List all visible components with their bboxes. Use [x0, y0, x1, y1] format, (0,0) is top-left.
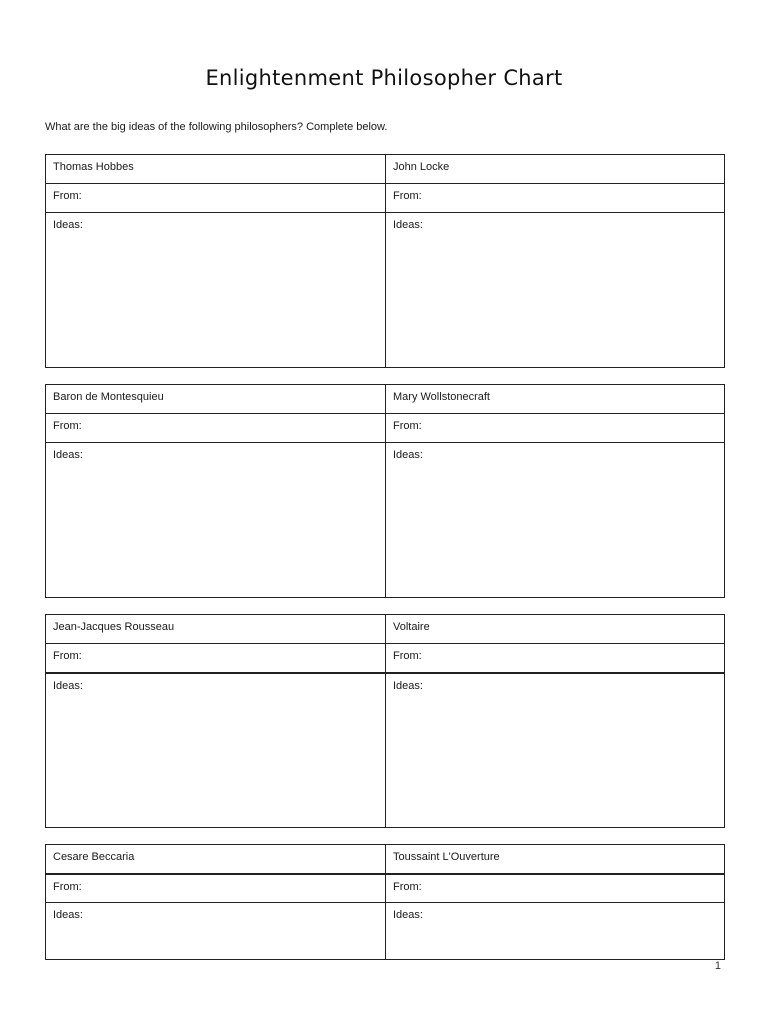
philosopher-table-1 — [45, 154, 725, 368]
ideas-field[interactable]: Ideas: — [386, 443, 725, 598]
instructions-text: What are the big ideas of the following philosophers? Complete below. — [45, 121, 388, 133]
philosopher-name-cell: Voltaire — [386, 615, 725, 644]
ideas-field[interactable]: Ideas: — [46, 903, 386, 960]
from-field[interactable]: From: — [386, 874, 725, 903]
page-title: Enlightenment Philosopher Chart — [205, 66, 563, 90]
ideas-field[interactable]: Ideas: — [386, 213, 725, 368]
from-field[interactable]: From: — [46, 874, 386, 903]
page-number: 1 — [714, 960, 721, 972]
ideas-field[interactable]: Ideas: — [46, 443, 386, 598]
from-field[interactable]: From: — [46, 184, 386, 213]
ideas-field[interactable]: Ideas: — [46, 213, 386, 368]
ideas-field[interactable]: Ideas: — [46, 673, 386, 828]
philosopher-name-cell: Toussaint L'Ouverture — [386, 845, 725, 874]
philosopher-table-4 — [45, 844, 725, 960]
philosopher-name-cell: Jean-Jacques Rousseau — [46, 615, 386, 644]
philosopher-table-3 — [45, 614, 725, 828]
ideas-field[interactable]: Ideas: — [386, 903, 725, 960]
ideas-field[interactable]: Ideas: — [386, 673, 725, 828]
philosopher-name-cell: John Locke — [386, 155, 725, 184]
philosopher-name-cell: Cesare Beccaria — [46, 845, 386, 874]
philosopher-name-cell: Thomas Hobbes — [46, 155, 386, 184]
from-field[interactable]: From: — [46, 644, 386, 673]
from-field[interactable]: From: — [386, 184, 725, 213]
from-field[interactable]: From: — [386, 644, 725, 673]
philosopher-name-cell: Baron de Montesquieu — [46, 385, 386, 414]
from-field[interactable]: From: — [46, 414, 386, 443]
philosopher-table-2 — [45, 384, 725, 598]
philosopher-name-cell: Mary Wollstonecraft — [386, 385, 725, 414]
from-field[interactable]: From: — [386, 414, 725, 443]
